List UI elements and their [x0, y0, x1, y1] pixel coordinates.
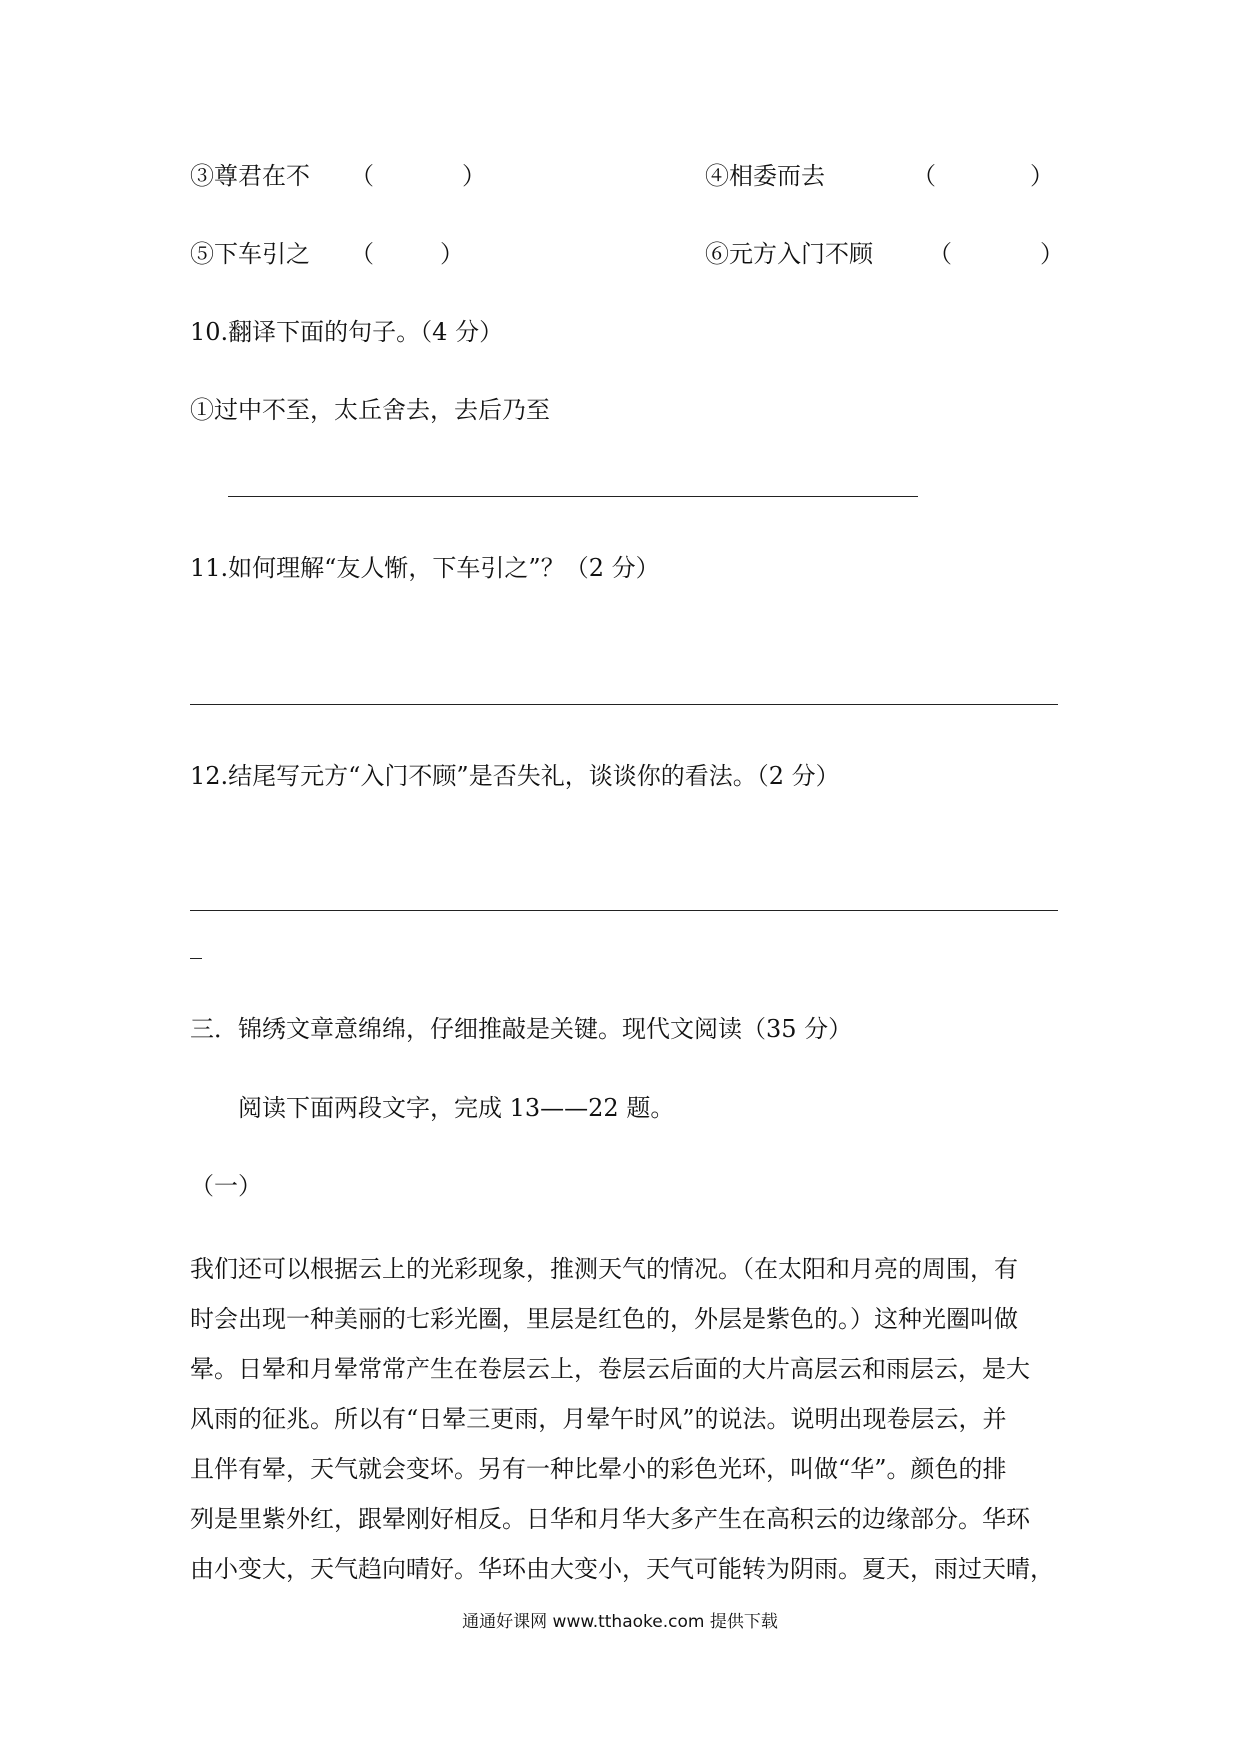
blank-item-6-label: ⑥元方入门不顾	[705, 240, 873, 268]
blank-item-5-open-paren: （	[350, 240, 374, 268]
question-10-item-1: ①过中不至，太丘舍去，去后乃至	[190, 396, 550, 424]
passage-line: 且伴有晕，天气就会变坏。另有一种比晕小的彩色光环，叫做“华”。颜色的排	[190, 1455, 1007, 1483]
answer-line-q12-overflow	[190, 958, 202, 959]
section-3-instruction: 阅读下面两段文字，完成 13——22 题。	[238, 1094, 675, 1122]
question-12-title: 12.结尾写元方“入门不顾”是否失礼，谈谈你的看法。（2 分）	[190, 762, 840, 790]
question-11-title: 11.如何理解“友人惭，下车引之”？（2 分）	[190, 554, 660, 582]
page-footer: 通通好课网 www.tthaoke.com 提供下载	[462, 1612, 778, 1632]
blank-item-3-open-paren: （	[350, 162, 374, 190]
passage-1-label: （一）	[190, 1172, 262, 1200]
blank-item-3-close-paren: ）	[462, 162, 486, 190]
blank-item-5-close-paren: ）	[440, 240, 464, 268]
section-3-title: 三．锦绣文章意绵绵，仔细推敲是关键。现代文阅读（35 分）	[190, 1015, 853, 1043]
blank-item-6-open-paren: （	[928, 240, 952, 268]
passage-line: 由小变大，天气趋向晴好。华环由大变小，天气可能转为阴雨。夏天，雨过天晴，	[190, 1555, 1054, 1583]
blank-item-4-open-paren: （	[912, 162, 936, 190]
blank-item-4-close-paren: ）	[1030, 162, 1054, 190]
passage-line: 列是里紫外红，跟晕刚好相反。日华和月华大多产生在高积云的边缘部分。华环	[190, 1505, 1030, 1533]
blank-item-5-label: ⑤下车引之	[190, 240, 310, 268]
answer-line-q10[interactable]	[228, 496, 918, 497]
blank-item-4-label: ④相委而去	[705, 162, 825, 190]
passage-line: 我们还可以根据云上的光彩现象，推测天气的情况。（在太阳和月亮的周围，有	[190, 1255, 1018, 1283]
passage-line: 风雨的征兆。所以有“日晕三更雨，月晕午时风”的说法。说明出现卷层云，并	[190, 1405, 1007, 1433]
answer-line-q11[interactable]	[190, 704, 1058, 705]
blank-item-3-label: ③尊君在不	[190, 162, 310, 190]
passage-line: 晕。日晕和月晕常常产生在卷层云上，卷层云后面的大片高层云和雨层云，是大	[190, 1355, 1030, 1383]
passage-1-text	[190, 1244, 1058, 1594]
blank-item-6-close-paren: ）	[1040, 240, 1064, 268]
passage-line: 时会出现一种美丽的七彩光圈，里层是红色的，外层是紫色的。）这种光圈叫做	[190, 1305, 1018, 1333]
question-10-title: 10.翻译下面的句子。（4 分）	[190, 318, 504, 346]
answer-line-q12[interactable]	[190, 910, 1058, 911]
